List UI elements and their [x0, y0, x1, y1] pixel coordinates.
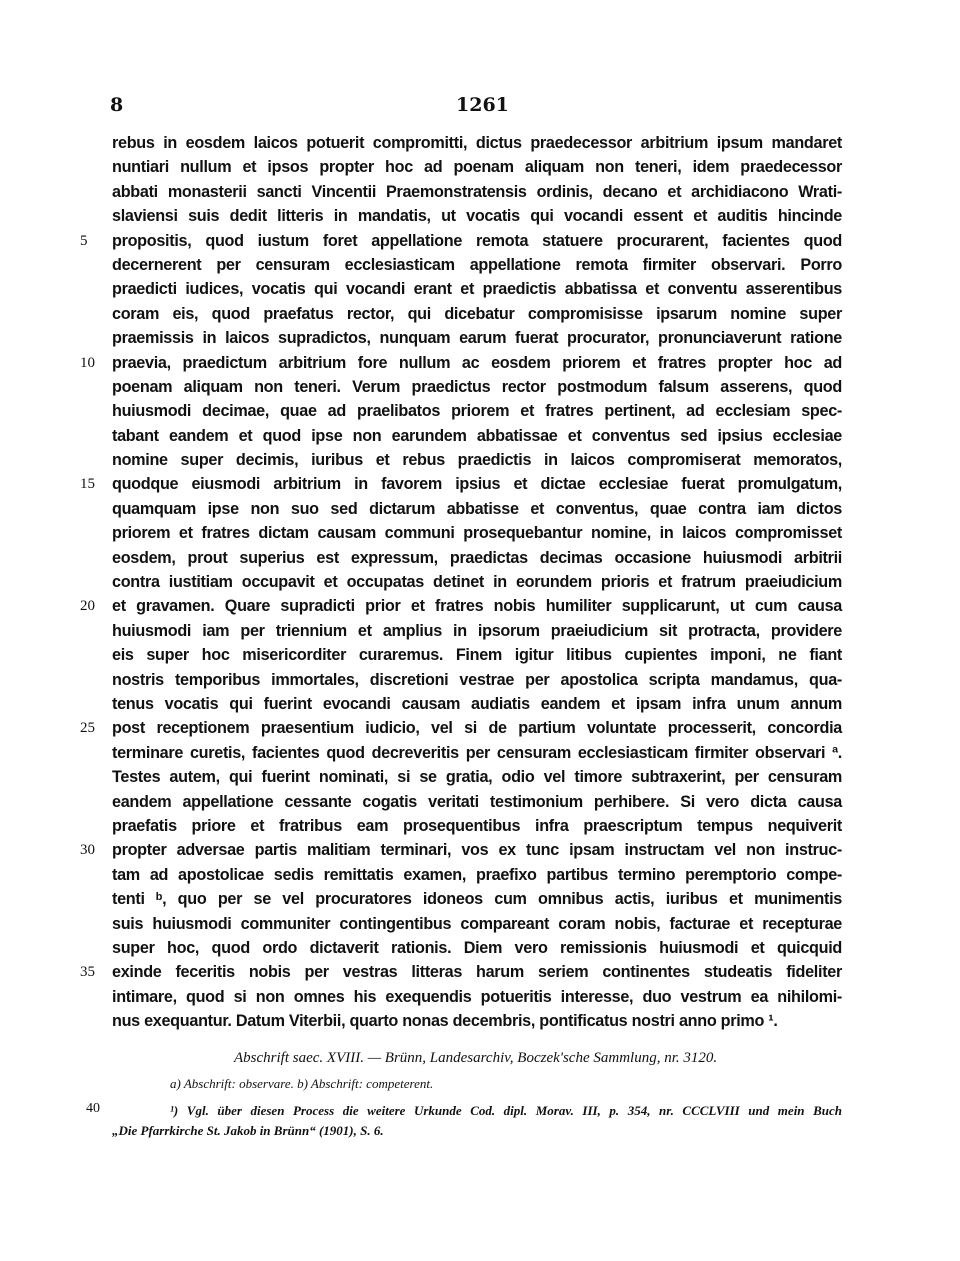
line-number: 30: [80, 842, 95, 859]
footnote-line-number: 40: [86, 1101, 100, 1116]
page-number: 8: [110, 94, 124, 116]
text-line: [112, 912, 842, 936]
line-text: abbati monasterii sancti Vincentii Praemonstratensis ordinis, decano et archidiacono Wrati-: [112, 182, 842, 201]
text-line: [112, 692, 842, 716]
text-line: [112, 497, 842, 521]
line-number: 25: [80, 720, 95, 737]
line-text: Testes autem, qui fuerint nominati, si se gratia, odio vel timore subtraxerint, per censuram: [112, 768, 842, 787]
text-line: [80, 960, 842, 984]
footnote: [112, 1101, 842, 1141]
line-number: 35: [80, 964, 95, 981]
line-text: tenti ᵇ, quo per se vel procuratores idoneos cum omnibus actis, iuribus et munimentis: [112, 890, 842, 909]
line-text: tabant eandem et quod ipse non earundem abbatissae et conventus sed ipsius ecclesiae: [112, 426, 842, 445]
text-line: [112, 375, 842, 399]
line-text: eosdem, prout superius est expressum, praedictas decimas occasione huiusmodi arbitrii: [112, 548, 842, 567]
line-text: praevia, praedictum arbitrium fore nullum ac eosdem priorem et fratres propter hoc ad: [112, 353, 842, 372]
text-line: [80, 472, 842, 496]
line-text: contra iustitiam occupavit et occupatas detinet in eorundem prioris et fratrum praeiudicium: [112, 573, 842, 592]
text-line: [112, 253, 842, 277]
line-text: propter adversae partis malitiam terminari, vos ex tunc ipsam instructam vel non instruc-: [112, 841, 842, 860]
line-text: quamquam ipse non suo sed dictarum abbatisse et conventus, quae contra iam dictos: [112, 499, 842, 518]
line-text: nostris temporibus immortales, discretioni vestrae per apostolica scripta mandamus, qua-: [112, 670, 842, 689]
line-text: intimare, quod si non omnes his exequendis potueritis interesse, duo vestrum ea nihilomi-: [112, 987, 842, 1006]
line-text: terminare curetis, facientes quod decreveritis per censuram ecclesiasticam firmiter observari ª.: [112, 743, 842, 762]
line-text: poenam aliquam non teneri. Verum praedictus rector postmodum falsum asserens, quod: [112, 377, 842, 396]
text-line: [112, 326, 842, 350]
text-line: [112, 131, 842, 155]
line-number: 5: [80, 232, 88, 249]
text-line: [112, 741, 842, 765]
text-line: [112, 448, 842, 472]
line-text: eis super hoc misericorditer curaremus. Finem igitur litibus cupientes imponi, ne fiant: [112, 646, 842, 665]
text-line: [80, 838, 842, 862]
text-line: [112, 765, 842, 789]
text-line: [112, 399, 842, 423]
text-line: [80, 229, 842, 253]
text-line: [112, 521, 842, 545]
footnote-line-2: „Die Pfarrkirche St. Jakob in Brünn“ (1901), S. 6.: [112, 1123, 384, 1138]
line-text: rebus in eosdem laicos potuerit compromitti, dictus praedecessor arbitrium ipsum mandaret: [112, 134, 842, 152]
line-text: propositis, quod iustum foret appellatione remota statuere procurarent, facientes quod: [112, 231, 842, 250]
text-line: [112, 619, 842, 643]
line-text: huiusmodi decimae, quae ad praelibatos priorem et fratres pertinent, ad ecclesiam spec-: [112, 402, 842, 421]
text-line: [80, 351, 842, 375]
text-line: [112, 887, 842, 911]
line-text: nomine super decimis, iuribus et rebus praedictis in laicos compromiserat memoratos,: [112, 451, 842, 470]
line-text: post receptionem praesentium iudicio, vel si de partium voluntate processerit, concordia: [112, 719, 842, 738]
charter-text: [80, 131, 842, 1033]
line-text: tenus vocatis qui fuerint evocandi causam audiatis eandem et ipsam infra unum annum: [112, 694, 842, 713]
text-line: [112, 814, 842, 838]
line-text: suis huiusmodi communiter contingentibus compareant coram nobis, facturae et recepturae: [112, 914, 842, 933]
line-text: eandem appellatione cessante cogatis veritati testimonium perhibere. Si vero dicta causa: [112, 792, 842, 811]
text-line: [112, 1009, 842, 1033]
line-text: praedicti iudices, vocatis qui vocandi erant et praedictis abbatissa et conventu asserentibus: [112, 280, 842, 299]
line-text: praefatis priore et fratribus eam prosequentibus infra praescriptum tempus nequiverit: [112, 816, 842, 835]
line-number: 15: [80, 476, 95, 493]
text-line: [112, 180, 842, 204]
line-text: decernerent per censuram ecclesiasticam appellatione remota firmiter observari. Porro: [112, 255, 842, 274]
text-line: [112, 204, 842, 228]
text-line: [112, 985, 842, 1009]
text-line: [112, 863, 842, 887]
line-text: nuntiari nullum et ipsos propter hoc ad poenam aliquam non teneri, idem praedecessor: [112, 158, 842, 177]
text-line: [80, 594, 842, 618]
line-number: 10: [80, 354, 95, 371]
page-year: 1261: [456, 94, 509, 116]
text-line: [112, 668, 842, 692]
line-text: priorem et fratres dictam causam communi prosequebantur nomine, in laicos compromisset: [112, 524, 842, 543]
text-line: [112, 546, 842, 570]
line-number: 20: [80, 598, 95, 615]
footnote-line-1: ¹) Vgl. über diesen Process die weitere Urkunde Cod. dipl. Morav. III, p. 354, nr. CCCLVIII und mein Buch: [170, 1103, 842, 1118]
textual-notes: a) Abschrift: observare. b) Abschrift: competerent.: [170, 1076, 434, 1091]
line-text: praemissis in laicos supradictos, nunquam earum fuerat procurator, pronunciaverunt ratione: [112, 329, 842, 348]
text-line: [112, 570, 842, 594]
line-text: coram eis, quod praefatus rector, qui dicebatur compromisisse ipsarum nomine super: [112, 304, 842, 323]
line-text: super hoc, quod ordo dictaverit rationis. Diem vero remissionis huiusmodi et quicquid: [112, 938, 842, 957]
line-text: exinde feceritis nobis per vestras litteras harum seriem continentes studeatis fideliter: [112, 963, 842, 982]
text-line: [112, 643, 842, 667]
line-text: et gravamen. Quare supradicti prior et fratres nobis humiliter supplicarunt, ut cum causa: [112, 597, 842, 616]
text-line: [112, 277, 842, 301]
line-text: slaviensi suis dedit litteris in mandatis, ut vocatis qui vocandi essent et auditis hincinde: [112, 207, 842, 226]
source-note: Abschrift saec. XVIII. — Brünn, Landesarchiv, Boczek'sche Sammlung, nr. 3120.: [234, 1050, 718, 1066]
text-line: [112, 302, 842, 326]
text-line: [80, 716, 842, 740]
line-text: huiusmodi iam per triennium et amplius in ipsorum praeiudicium sit protracta, providere: [112, 621, 842, 640]
text-line: [112, 424, 842, 448]
line-text: tam ad apostolicae sedis remittatis examen, praefixo partibus termino peremptorio compe-: [112, 865, 842, 884]
text-line: [112, 936, 842, 960]
line-text: quodque eiusmodi arbitrium in favorem ipsius et dictae ecclesiae fuerat promulgatum,: [112, 475, 842, 494]
text-line: [112, 790, 842, 814]
line-text: nus exequantur. Datum Viterbii, quarto nonas decembris, pontificatus nostri anno primo ¹.: [112, 1012, 778, 1031]
text-line: [112, 155, 842, 179]
